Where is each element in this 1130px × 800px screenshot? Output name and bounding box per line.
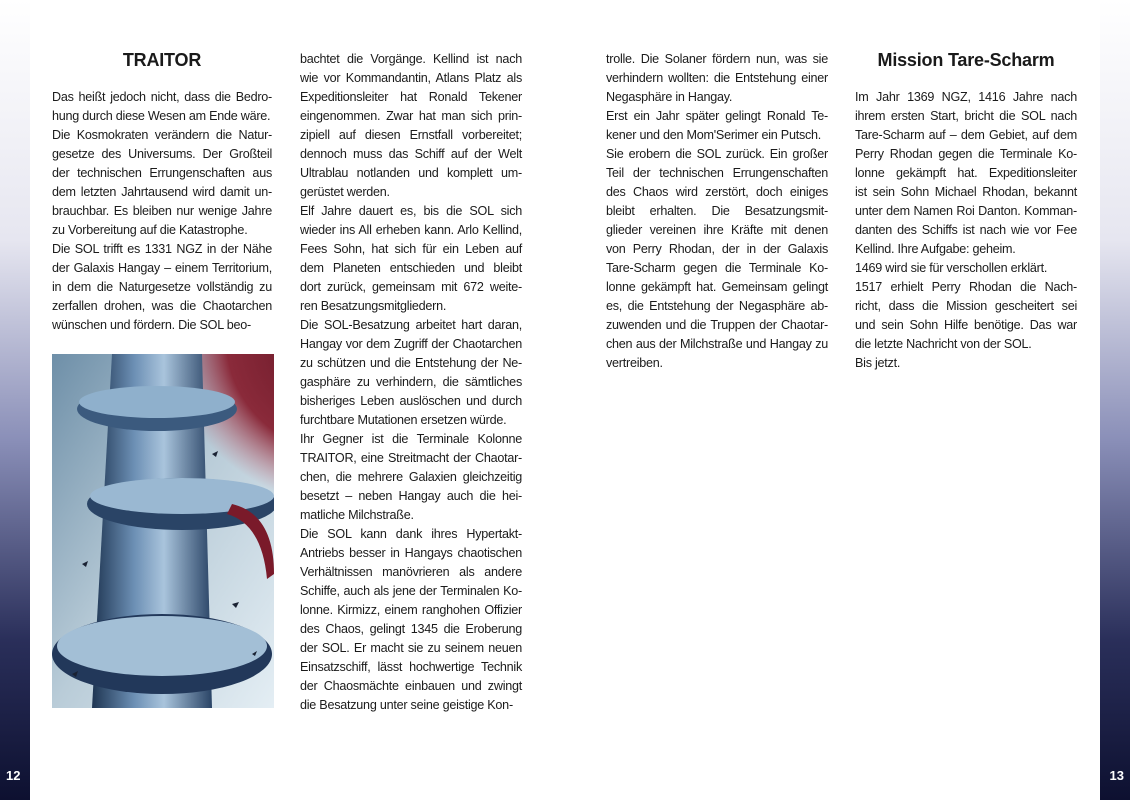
text-line: Einsatzschiff, lässt hochwertige Technik <box>300 660 522 674</box>
text-line: chen aus der Milchstraße und Hangay zu <box>606 337 828 351</box>
text-line: des Chaos wird zerstört, doch einiges <box>606 185 828 199</box>
text-line: kener und den Mom'Serimer ein Putsch. <box>606 128 822 142</box>
text-column-2 <box>300 50 522 715</box>
text-line: trolle. Die Solaner fördern nun, was sie <box>606 52 828 66</box>
text-line: es, die Entstehung der Negasphäre ab- <box>606 299 828 313</box>
text-line: glieder vereinen ihre Kräfte mit denen <box>606 223 828 237</box>
text-line: Expeditionsleiter hat Ronald Tekener <box>300 90 522 104</box>
text-line: in dem die Naturgesetze vollständig zu <box>52 280 272 294</box>
text-column-1 <box>52 88 272 335</box>
text-line: vertreiben. <box>606 356 663 370</box>
text-column-4 <box>855 88 1077 373</box>
text-line: Teil der technischen Errungenschaften <box>606 166 828 180</box>
text-line: dennoch muss das Schiff auf der Welt <box>300 147 522 161</box>
text-line: Das heißt jedoch nicht, dass die Bedro- <box>52 90 272 104</box>
text-line: 1469 wird sie für verschollen erklärt. <box>855 261 1048 275</box>
text-line: Hangay vor dem Zugriff der Chaotarchen <box>300 337 522 351</box>
text-line: dort zurück, gemeinsam mit 672 weite- <box>300 280 522 294</box>
text-line: ihrem ersten Start, bricht die SOL nach <box>855 109 1077 123</box>
text-line: matliche Milchstraße. <box>300 508 414 522</box>
text-line: Perry Rhodan gegen die Terminale Ko- <box>855 147 1077 161</box>
text-line: zipiell auf diesen Ernstfall vorbereitet; <box>300 128 522 142</box>
text-line: hung durch diese Wesen am Ende wäre. <box>52 109 271 123</box>
text-line: Antriebs besser in Hangays chaotischen <box>300 546 522 560</box>
text-line: Die Kosmokraten verändern die Natur- <box>52 128 272 142</box>
text-line: richt, dass die Mission gescheitert sei <box>855 299 1077 313</box>
text-line: von Perry Rhodan, der in der Galaxis <box>606 242 828 256</box>
text-line: Tare-Scharm gegen die Terminale Ko- <box>606 261 828 275</box>
text-line: Ihr Gegner ist die Terminale Kolonne <box>300 432 522 446</box>
text-line: verhindern wollten: die Entstehung einer <box>606 71 828 85</box>
text-line: Elf Jahre dauert es, bis die SOL sich <box>300 204 522 218</box>
text-line: Erst ein Jahr später gelingt Ronald Te- <box>606 109 828 123</box>
text-line: Im Jahr 1369 NGZ, 1416 Jahre nach <box>855 90 1077 104</box>
text-line: wünschen und fördern. Die SOL beo- <box>52 318 251 332</box>
text-line: zuwenden und die Truppen der Chaotar- <box>606 318 828 332</box>
text-line: bisheriges Leben auslöschen und durch <box>300 394 522 408</box>
text-line: zerfallen drohen, was die Chaotarchen <box>52 299 272 313</box>
text-line: wieder ins All erheben kann. Arlo Kellind, <box>300 223 522 237</box>
text-line: der SOL. Er macht sie zu seinem neuen <box>300 641 522 655</box>
text-line: Schiffe, auch als jene der Terminalen Ko- <box>300 584 522 598</box>
text-line: zu Vorbereitung auf die Katastrophe. <box>52 223 248 237</box>
text-line: besetzt – neben Hangay auch die hei- <box>300 489 522 503</box>
text-line: Die SOL-Besatzung arbeitet hart daran, <box>300 318 522 332</box>
text-line: eingenommen. Zwar hat man sich prin- <box>300 109 522 123</box>
text-line: dem Planeten entschieden und bleibt <box>300 261 522 275</box>
text-line: Tare-Scharm auf – dem Gebiet, auf dem <box>855 128 1077 142</box>
text-line: lonne gekämpft hat. Expeditionsleiter <box>855 166 1077 180</box>
text-line: chen, die mehrere Galaxien gleichzeitig <box>300 470 522 484</box>
right-page-edge-band <box>1100 0 1130 800</box>
text-line: gerüstet werden. <box>300 185 390 199</box>
text-line: bachtet die Vorgänge. Kellind ist nach <box>300 52 522 66</box>
text-line: wie vor Kommandantin, Atlans Platz als <box>300 71 522 85</box>
text-line: Fees Sohn, hat sich für ein Leben auf <box>300 242 522 256</box>
text-line: furchtbare Mutationen ersetzen würde. <box>300 413 507 427</box>
text-line: die letzte Nachricht von der SOL. <box>855 337 1032 351</box>
text-line: lonne gekämpft hat. Gemeinsam gelingt <box>606 280 828 294</box>
text-line: und sein Sohn Hilfe benötige. Das war <box>855 318 1077 332</box>
text-line: ist sein Sohn Michael Rhodan, bekannt <box>855 185 1077 199</box>
text-line: Verhältnissen manövrieren als andere <box>300 565 522 579</box>
text-line: dem letzten Jahrtausend wird damit un- <box>52 185 272 199</box>
text-line: TRAITOR, eine Streitmacht der Chaotar- <box>300 451 522 465</box>
text-line: unter dem Namen Roi Danton. Komman- <box>855 204 1077 218</box>
right-page-number: 13 <box>1109 768 1124 783</box>
text-line: zu schützen und die Entstehung der Ne- <box>300 356 522 370</box>
text-line: danten des Schiffs ist nach wie vor Fee <box>855 223 1077 237</box>
text-line: 1517 erhielt Perry Rhodan die Nach- <box>855 280 1077 294</box>
text-line: brauchbar. Es bleiben nur wenige Jahre <box>52 204 272 218</box>
text-line: Negasphäre in Hangay. <box>606 90 733 104</box>
left-page-number: 12 <box>6 768 21 783</box>
text-line: Die SOL kann dank ihres Hypertakt- <box>300 527 522 541</box>
text-line: Sie erobern die SOL zurück. Ein großer <box>606 147 828 161</box>
text-line: der technischen Errungenschaften aus <box>52 166 272 180</box>
text-line: bleibt erhalten. Die Besatzungsmit- <box>606 204 828 218</box>
text-line: des Chaos, gelingt 1345 die Eroberung <box>300 622 522 636</box>
text-line: Die SOL trifft es 1331 NGZ in der Nähe <box>52 242 272 256</box>
sol-spaceship-illustration <box>52 354 274 708</box>
text-line: der Chaosmächte einbauen und zwingt <box>300 679 522 693</box>
text-line: der Galaxis Hangay – einem Territorium, <box>52 261 272 275</box>
text-line: Ultrablau notlanden und komplett um- <box>300 166 522 180</box>
text-line: Kellind. Ihre Aufgabe: geheim. <box>855 242 1016 256</box>
heading-traitor: TRAITOR <box>122 50 202 70</box>
left-page-edge-band <box>0 0 30 800</box>
text-column-3 <box>606 50 828 373</box>
text-line: lonne. Kirmizz, einem ranghohen Offizier <box>300 603 522 617</box>
text-line: ren Besatzungsmitgliedern. <box>300 299 447 313</box>
text-line: die Besatzung unter seine geistige Kon- <box>300 698 513 712</box>
text-line: gasphäre zu verhindern, die sämtliches <box>300 375 522 389</box>
text-line: gesetze des Universums. Der Großteil <box>52 147 272 161</box>
heading-mission-tare-scharm: Mission Tare-Scharm <box>877 50 1055 70</box>
text-line: Bis jetzt. <box>855 356 901 370</box>
